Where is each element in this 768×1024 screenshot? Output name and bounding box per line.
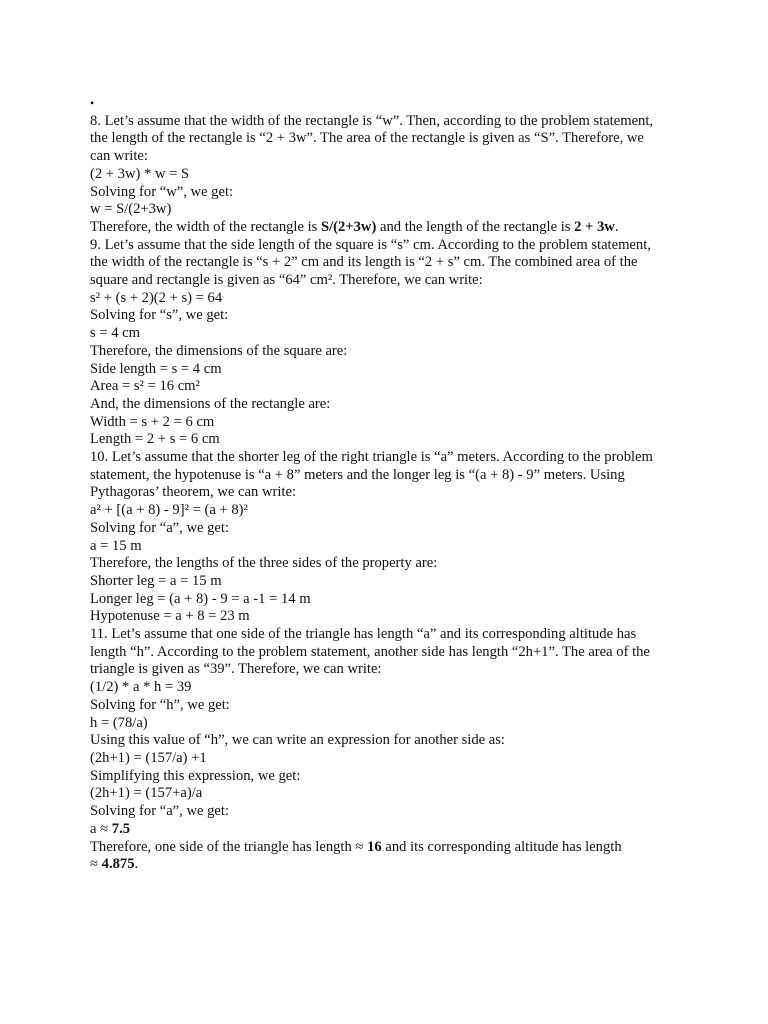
text-line — [90, 184, 690, 202]
bold-text: 4.875 — [101, 856, 135, 873]
text-run: and its corresponding altitude has length — [381, 838, 622, 855]
text-line — [90, 378, 690, 396]
text-line — [90, 272, 690, 290]
text-run: Area = s² = 16 cm² — [90, 378, 200, 395]
text-run: Width = s + 2 = 6 cm — [90, 413, 215, 430]
text-line — [90, 414, 690, 432]
text-run: triangle is given as “39”. Therefore, we can write: — [90, 661, 382, 678]
text-line — [90, 839, 690, 857]
text-run: . — [134, 856, 139, 873]
text-run: Solving for “h”, we get: — [90, 696, 230, 713]
text-line — [90, 768, 690, 786]
text-run: can write: — [90, 148, 148, 165]
text-run: the length of the rectangle is “2 + 3w”. The area of the rectangle is given as “S”. Therefore, we — [90, 130, 644, 147]
text-run: Longer leg = (a + 8) - 9 = a -1 = 14 m — [90, 590, 311, 607]
text-run: Using this value of “h”, we can write an expression for another side as: — [90, 732, 505, 749]
text-run: Length = 2 + s = 6 cm — [90, 431, 220, 448]
text-line — [90, 555, 690, 573]
text-line — [90, 449, 690, 467]
text-line — [90, 644, 690, 662]
text-run: (1/2) * a * h = 39 — [90, 679, 192, 696]
text-run: And, the dimensions of the rectangle are: — [90, 395, 331, 412]
text-run: ≈ — [90, 856, 102, 873]
text-run: Solving for “w”, we get: — [90, 183, 234, 200]
text-line — [90, 573, 690, 591]
text-line — [90, 785, 690, 803]
bold-text: 2 + 3w — [574, 218, 615, 235]
text-line — [90, 130, 690, 148]
text-line — [90, 325, 690, 343]
text-run: Simplifying this expression, we get: — [90, 767, 301, 784]
text-line — [90, 732, 690, 750]
text-line — [90, 113, 690, 131]
document-body — [90, 95, 690, 874]
text-run: and the length of the rectangle is — [376, 218, 575, 235]
text-line — [90, 343, 690, 361]
text-run: a = 15 m — [90, 537, 142, 554]
text-line — [90, 679, 690, 697]
text-run: 10. Let’s assume that the shorter leg of the right triangle is “a” meters. According to the problem — [90, 449, 653, 466]
text-run: 8. Let’s assume that the width of the rectangle is “w”. Then, according to the problem statement, — [90, 112, 654, 129]
text-run: Side length = s = 4 cm — [90, 360, 222, 377]
text-line — [90, 237, 690, 255]
text-line — [90, 520, 690, 538]
text-run: Therefore, one side of the triangle has length ≈ — [90, 838, 368, 855]
text-run: square and rectangle is given as “64” cm². Therefore, we can write: — [90, 272, 483, 289]
text-line — [90, 307, 690, 325]
text-run: s = 4 cm — [90, 325, 140, 342]
text-line — [90, 803, 690, 821]
text-line — [90, 484, 690, 502]
text-run: a ≈ — [90, 820, 112, 837]
bold-text: S/(2+3w) — [320, 218, 377, 235]
text-line — [90, 254, 690, 272]
text-line — [90, 538, 690, 556]
text-run: Hypotenuse = a + 8 = 23 m — [90, 608, 250, 625]
text-line — [90, 148, 690, 166]
text-line — [90, 361, 690, 379]
text-run: Solving for “a”, we get: — [90, 519, 230, 536]
text-run: (2h+1) = (157/a) +1 — [90, 750, 207, 766]
text-run: (2h+1) = (157+a)/a — [90, 785, 203, 802]
text-run: Solving for “s”, we get: — [90, 307, 229, 324]
text-run: a² + [(a + 8) - 9]² = (a + 8)² — [90, 502, 248, 519]
text-line — [90, 821, 690, 839]
bold-text: 7.5 — [111, 820, 131, 837]
text-run: length “h”. According to the problem statement, another side has length “2h+1”. The area of the — [90, 643, 650, 660]
text-run: Shorter leg = a = 15 m — [90, 572, 222, 589]
text-run: w = S/(2+3w) — [90, 201, 172, 218]
text-line — [90, 591, 690, 609]
text-run: statement, the hypotenuse is “a + 8” meters and the longer leg is “(a + 8) - 9” meters. Using — [90, 466, 625, 483]
text-run: . — [614, 218, 619, 235]
text-line — [90, 290, 690, 308]
text-lines — [90, 113, 690, 874]
bullet-point: • — [90, 96, 95, 110]
text-run: Solving for “a”, we get: — [90, 803, 230, 820]
text-run: Therefore, the dimensions of the square are: — [90, 342, 348, 359]
text-line — [90, 626, 690, 644]
text-run: Therefore, the width of the rectangle is — [90, 218, 321, 235]
text-line — [90, 661, 690, 679]
text-run: 9. Let’s assume that the side length of the square is “s” cm. According to the problem statement, — [90, 236, 651, 253]
text-run: h = (78/a) — [90, 714, 148, 731]
text-line — [90, 396, 690, 414]
text-line — [90, 856, 690, 874]
text-line — [90, 467, 690, 485]
text-line — [90, 750, 690, 768]
text-line — [90, 219, 690, 237]
text-run: Pythagoras’ theorem, we can write: — [90, 484, 296, 501]
text-run: (2 + 3w) * w = S — [90, 165, 190, 182]
text-line — [90, 166, 690, 184]
text-run: the width of the rectangle is “s + 2” cm and its length is “2 + s” cm. The combined area of the — [90, 254, 638, 271]
text-line — [90, 502, 690, 520]
text-run: 11. Let’s assume that one side of the triangle has length “a” and its corresponding altitude has — [90, 626, 637, 643]
bold-text: 16 — [367, 838, 382, 855]
text-run: s² + (s + 2)(2 + s) = 64 — [90, 289, 223, 306]
text-line — [90, 431, 690, 449]
text-line — [90, 201, 690, 219]
text-run: Therefore, the lengths of the three sides of the property are: — [90, 555, 438, 572]
text-line — [90, 608, 690, 626]
text-line — [90, 697, 690, 715]
text-line — [90, 715, 690, 733]
